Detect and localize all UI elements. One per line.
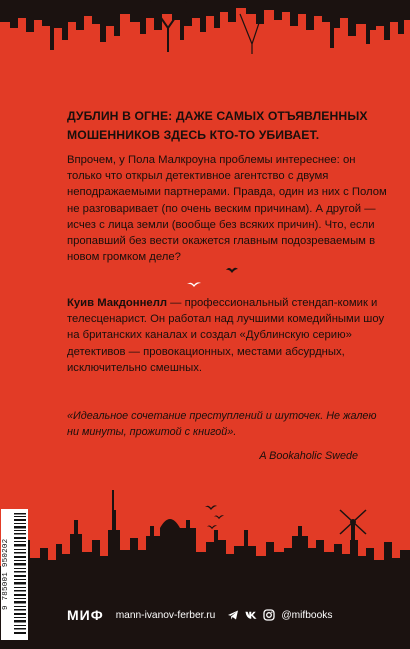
- social-handle[interactable]: @mifbooks: [281, 609, 333, 621]
- publisher-footer: [67, 604, 392, 626]
- vk-icon[interactable]: [245, 609, 257, 621]
- top-skyline-silhouette: [0, 0, 410, 60]
- publisher-logo-text: МИФ: [67, 607, 104, 623]
- review-quote: «Идеальное сочетание преступлений и шуточек. Не жалею ни минуты, прожитой с книгой».: [67, 410, 377, 438]
- review-source: A Bookaholic Swede: [259, 450, 358, 462]
- instagram-icon[interactable]: [263, 609, 275, 621]
- telegram-icon[interactable]: [227, 609, 239, 621]
- publisher-logo: [67, 607, 104, 623]
- bird-icon: [187, 281, 201, 288]
- blurb-paragraph: Впрочем, у Пола Малкроуна проблемы интереснее: он только что открыл детективное агентство с двумя неподражаемыми партнерами. Правда, один из них с Полом не разговаривает (по очень веским причинам). А другой — исчез с лица земли (вообще без всяких причин). Что, если пропавший без вести окажется главным подозреваемым в новом громком деле?: [67, 154, 387, 264]
- isbn-digits: 9 785001 950202: [2, 538, 10, 611]
- headline: ДУБЛИН В ОГНЕ: ДАЖЕ САМЫХ ОТЪЯВЛЕННЫХ МОШЕННИКОВ ЗДЕСЬ КТО-ТО УБИВАЕТ.: [67, 109, 368, 142]
- author-bio: [67, 295, 392, 376]
- author-name: Куив Макдоннелл: [67, 297, 168, 309]
- bird-icon: [226, 266, 238, 274]
- bottom-skyline-silhouette: [0, 470, 410, 600]
- publisher-website-link[interactable]: mann-ivanov-ferber.ru: [115, 609, 216, 621]
- author-bio-text: — профессиональный стендап-комик и телесценарист. Он работал над лучшими комедийными шоу на британских каналах и создал «Дублинскую серию» детективов — провокационных, местами абсурдных, исключительно смешных.: [67, 297, 385, 374]
